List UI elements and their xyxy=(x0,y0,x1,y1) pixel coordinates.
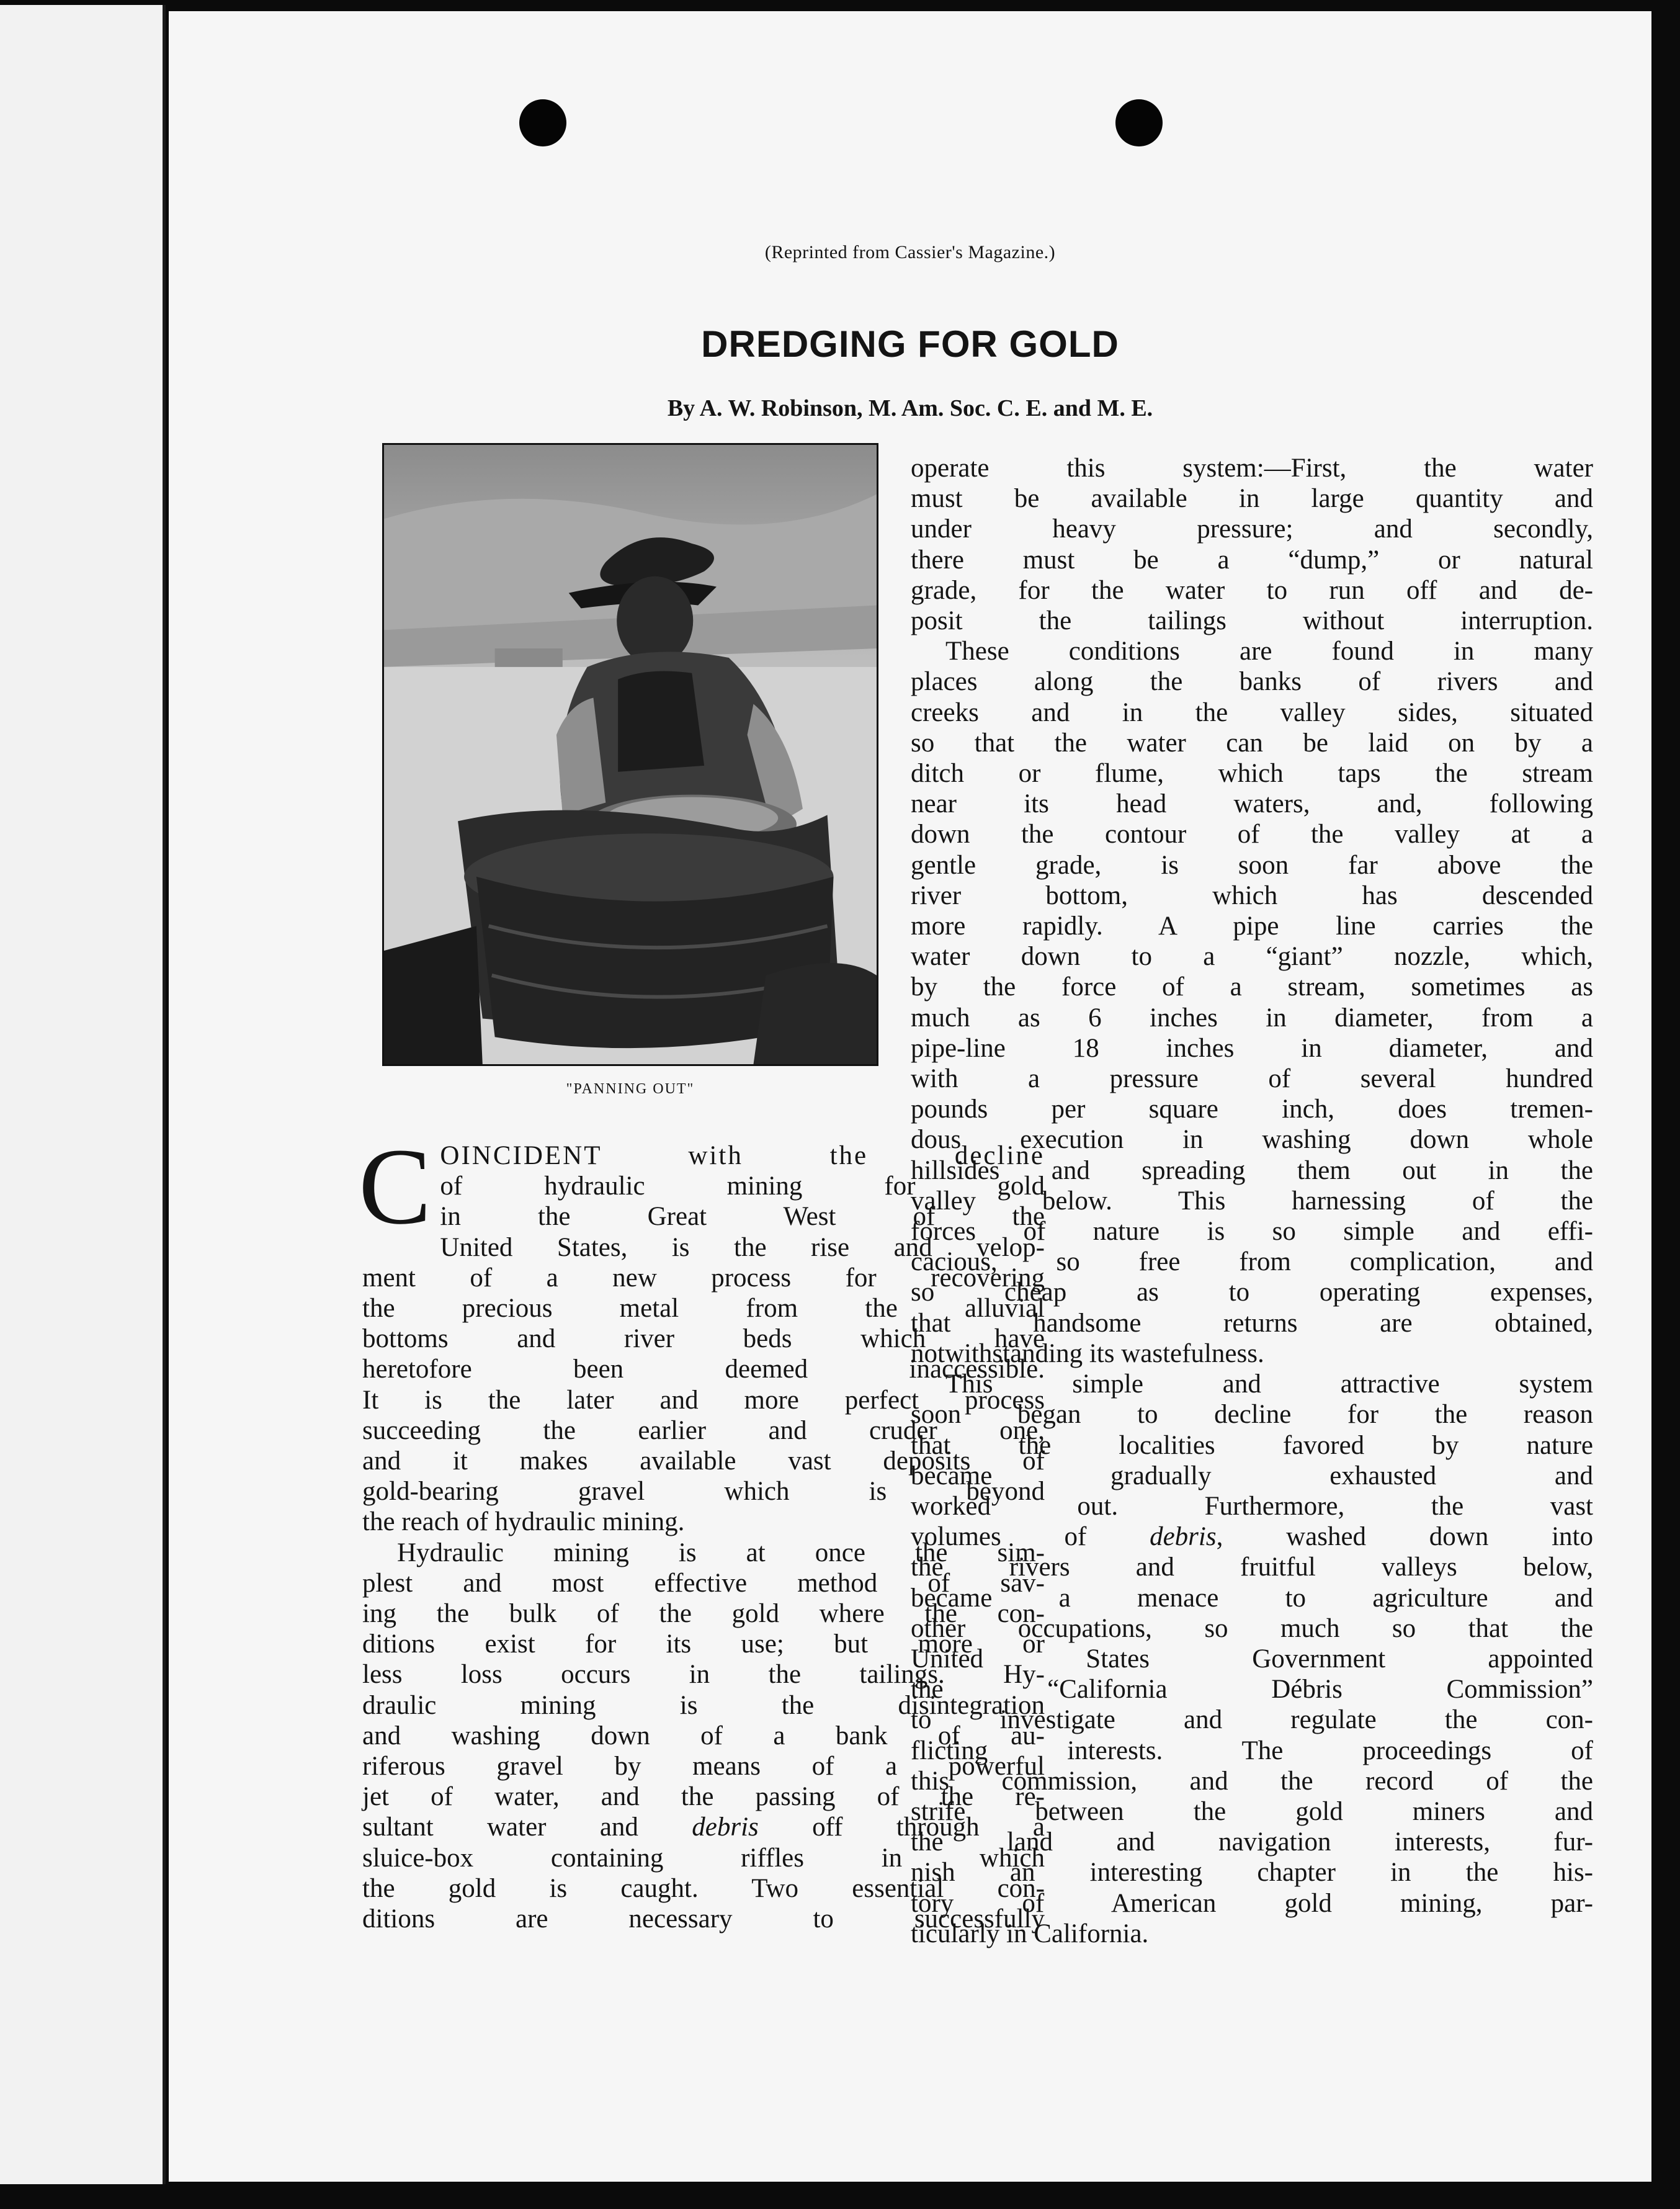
text-line: with a pressure of several hundred xyxy=(911,1064,1593,1094)
text-line: became gradually exhausted and xyxy=(911,1461,1593,1490)
text-line: pounds per square inch, does tremen- xyxy=(911,1095,1593,1124)
text-line: there must be a “dump,” or natural xyxy=(911,545,1593,575)
text-line: heretofore been deemed inaccessible. xyxy=(362,1355,1045,1384)
text-line: ditch or flume, which taps the stream xyxy=(911,759,1593,789)
text-line: this commission, and the record of the xyxy=(911,1766,1593,1796)
text-line: to investigate and regulate the con- xyxy=(911,1705,1593,1735)
text-line: of hydraulic mining for gold xyxy=(440,1172,1045,1201)
drop-cap: C xyxy=(359,1126,432,1247)
text-line xyxy=(911,1521,1593,1552)
text-line: strife between the gold miners and xyxy=(911,1796,1593,1826)
text-line: in the Great West of the xyxy=(440,1202,1045,1232)
text-line: so cheap as to operating expenses, xyxy=(911,1278,1593,1307)
text-fragment: off through a xyxy=(758,1812,1045,1842)
text-fragment: sultant water and xyxy=(362,1812,692,1842)
text-line: gentle grade, is soon far above the xyxy=(911,850,1593,880)
text-line: pipe-line 18 inches in diameter, and xyxy=(911,1033,1593,1063)
text-line: dous execution in washing down whole xyxy=(911,1125,1593,1155)
text-line: notwithstanding its wastefulness. xyxy=(911,1338,1264,1368)
text-line: less loss occurs in the tailings. Hy- xyxy=(362,1660,1045,1690)
text-line: This simple and attractive system xyxy=(945,1369,1593,1399)
text-line: so that the water can be laid on by a xyxy=(911,728,1593,758)
text-line: jet of water, and the passing of the re- xyxy=(362,1782,1045,1812)
photo-caption: "PANNING OUT" xyxy=(566,1081,695,1097)
text-line: must be available in large quantity and xyxy=(911,484,1593,514)
scan-border xyxy=(1650,19,1680,2209)
text-line: grade, for the water to run off and de- xyxy=(911,575,1593,605)
text-line: more rapidly. A pipe line carries the xyxy=(911,912,1593,941)
text-line: down the contour of the valley at a xyxy=(911,820,1593,849)
document-page xyxy=(169,11,1651,2182)
text-line: creeks and in the valley sides, situated xyxy=(911,697,1593,727)
text-line: much as 6 inches in diameter, from a xyxy=(911,1003,1593,1033)
text-line: ment of a new process for recovering xyxy=(362,1263,1045,1293)
text-line: posit the tailings without interruption. xyxy=(911,606,1593,636)
text-line: cacious, so free from complication, and xyxy=(911,1247,1593,1277)
text-line: United States, is the rise and velop- xyxy=(440,1232,1045,1262)
text-line: ditions are necessary to successfully xyxy=(362,1904,1045,1934)
text-line: sluice-box containing riffles in which xyxy=(362,1843,1045,1873)
text-line: worked out. Furthermore, the vast xyxy=(911,1491,1593,1521)
text-line: bottoms and river beds which have xyxy=(362,1324,1045,1354)
text-line: riferous gravel by means of a powerful xyxy=(362,1752,1045,1781)
italic-word: debris xyxy=(692,1812,759,1842)
article-title: DREDGING FOR GOLD xyxy=(701,323,1119,365)
italic-word: debris xyxy=(1150,1522,1217,1552)
right-text-column xyxy=(911,453,1593,1949)
text-line: hillsides and spreading them out in the xyxy=(911,1155,1593,1185)
panning-out-photograph xyxy=(382,443,878,1066)
text-line: and it makes available vast deposits of xyxy=(362,1446,1045,1476)
text-line: that handsome returns are obtained, xyxy=(911,1308,1593,1338)
text-line: other occupations, so much so that the xyxy=(911,1613,1593,1643)
text-line: plest and most effective method of sav- xyxy=(362,1568,1045,1598)
reprint-note: (Reprinted from Cassier's Magazine.) xyxy=(764,242,1056,262)
text-line: It is the later and more perfect process xyxy=(362,1385,1045,1415)
text-line: ing the bulk of the gold where the con- xyxy=(362,1599,1045,1629)
text-line: These conditions are found in many xyxy=(945,637,1593,666)
author-byline: By A. W. Robinson, M. Am. Soc. C. E. and M. E. xyxy=(667,395,1153,421)
punch-hole-left xyxy=(519,99,566,146)
text-line: operate this system:—First, the water xyxy=(911,454,1593,483)
text-line: places along the banks of rivers and xyxy=(911,667,1593,697)
text-fragment: volumes of xyxy=(911,1522,1150,1552)
text-line: United States Government appointed xyxy=(911,1644,1593,1674)
text-line: that the localities favored by nature xyxy=(911,1430,1593,1460)
text-line: draulic mining is the disintegration xyxy=(362,1690,1045,1720)
photo-illustration xyxy=(384,445,877,1064)
text-line: valley below. This harnessing of the xyxy=(911,1186,1593,1216)
text-line: river bottom, which has descended xyxy=(911,880,1593,910)
text-line: the rivers and fruitful valleys below, xyxy=(911,1553,1593,1582)
text-fragment: , washed down into xyxy=(1216,1522,1593,1552)
text-line: the precious metal from the alluvial xyxy=(362,1294,1045,1324)
text-line: OINCIDENT with the decline xyxy=(440,1141,1045,1170)
text-line: water down to a “giant” nozzle, which, xyxy=(911,942,1593,972)
text-line: the “California Débris Commission” xyxy=(911,1675,1593,1705)
previous-page-edge xyxy=(0,5,166,2184)
text-line: soon began to decline for the reason xyxy=(911,1400,1593,1430)
text-line: the land and navigation interests, fur- xyxy=(911,1827,1593,1857)
text-line: succeeding the earlier and cruder one, xyxy=(362,1415,1045,1445)
text-line: ditions exist for its use; but more or xyxy=(362,1629,1045,1659)
text-line: gold-bearing gravel which is beyond xyxy=(362,1477,1045,1507)
text-line: and washing down of a bank of au- xyxy=(362,1721,1045,1750)
text-line: by the force of a stream, sometimes as xyxy=(911,972,1593,1002)
text-line: became a menace to agriculture and xyxy=(911,1583,1593,1613)
text-line: tory of American gold mining, par- xyxy=(911,1888,1593,1918)
text-line: Hydraulic mining is at once the sim- xyxy=(397,1538,1045,1567)
text-line: near its head waters, and, following xyxy=(911,789,1593,819)
text-line: ticularly in California. xyxy=(911,1919,1149,1948)
text-line: the reach of hydraulic mining. xyxy=(362,1507,685,1537)
text-line: nish an interesting chapter in the his- xyxy=(911,1858,1593,1888)
text-line: the gold is caught. Two essential con- xyxy=(362,1873,1045,1903)
punch-hole-right xyxy=(1115,99,1163,146)
text-line: under heavy pressure; and secondly, xyxy=(911,514,1593,544)
text-line: flicting interests. The proceedings of xyxy=(911,1736,1593,1765)
text-line: forces of nature is so simple and effi- xyxy=(911,1217,1593,1247)
